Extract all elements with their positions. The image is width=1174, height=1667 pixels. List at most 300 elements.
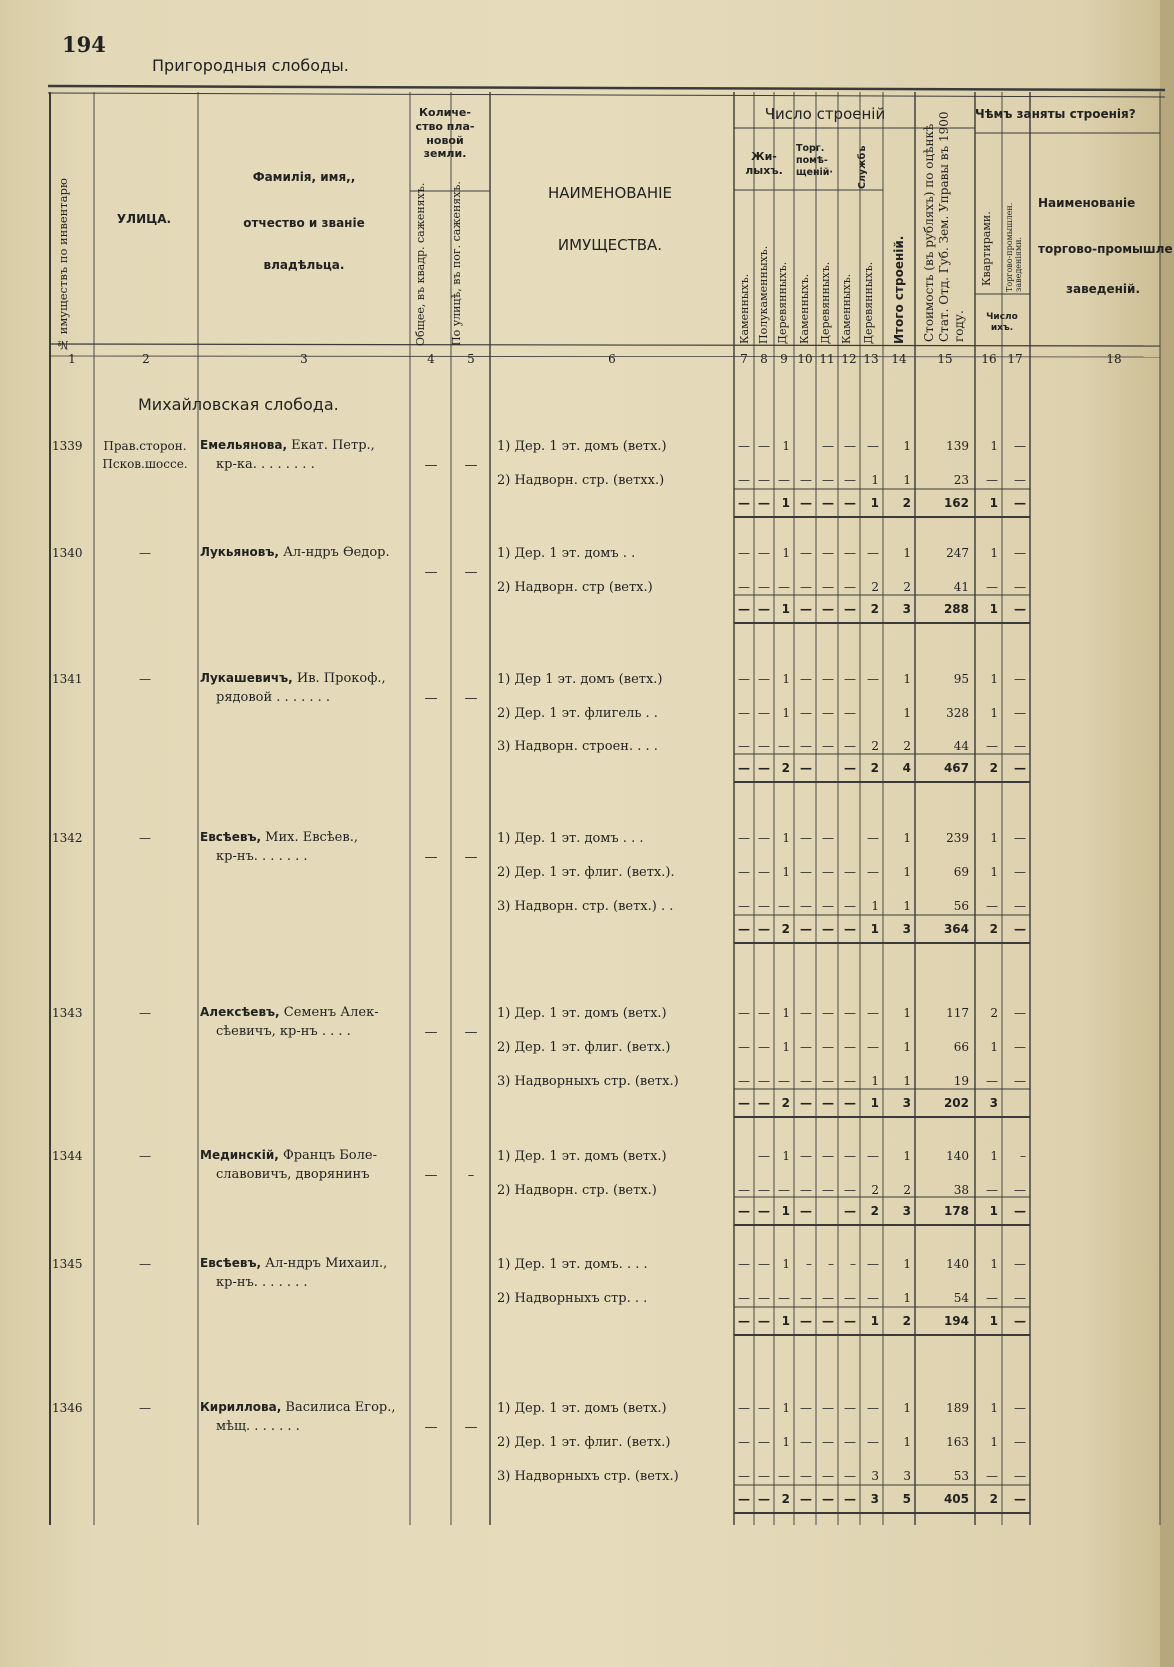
total-c15: 194 — [943, 1314, 969, 1328]
total-c14: 3 — [902, 602, 911, 616]
total-c16: 3 — [989, 1096, 998, 1110]
cell-c7: — — [738, 1435, 750, 1449]
cell-c12: — — [844, 899, 856, 913]
cell-c13: — — [867, 1040, 879, 1054]
cell-c13: — — [867, 672, 879, 686]
total-c11: — — [822, 602, 834, 616]
cell-c9: 1 — [782, 865, 790, 879]
cell-c16: 1 — [990, 546, 998, 560]
cell-c14: 1 — [903, 865, 911, 879]
owner-status: сѣевичъ, кр-нъ . . . . — [216, 1024, 351, 1039]
cell-c16: — — [986, 580, 998, 594]
street: — — [139, 1401, 151, 1415]
owner-given-name: Францъ Боле- — [278, 1148, 377, 1163]
cell-c16: 1 — [990, 1257, 998, 1271]
cell-c9: 1 — [782, 831, 790, 845]
cell-c13: — — [867, 1149, 879, 1163]
total-c7: — — [738, 1204, 750, 1218]
cell-c15: 95 — [953, 672, 969, 686]
total-c8: — — [758, 1492, 770, 1506]
header-col17: Торгово-промышлен. заведеніями. — [1005, 202, 1023, 292]
street: Псков.шоссе. — [102, 457, 188, 471]
cell-c10: — — [800, 546, 812, 560]
header-col18-line3: заведеній. — [1066, 282, 1141, 296]
header-col10: Каменныхъ. — [798, 273, 811, 344]
total-c13: 2 — [870, 761, 879, 775]
cell-c7: — — [738, 1401, 750, 1415]
cell-c17: — — [1014, 1469, 1026, 1483]
cell-c8: — — [758, 865, 770, 879]
total-c17: — — [1014, 1314, 1026, 1328]
total-c17: — — [1014, 761, 1026, 775]
owner-status: кр-нъ. . . . . . . — [216, 849, 308, 864]
owner-given-name: Семенъ Алек- — [279, 1005, 379, 1020]
land-total: — — [424, 458, 438, 473]
cell-c17: — — [1014, 899, 1026, 913]
inventory-number: 1341 — [52, 672, 83, 686]
total-c8: — — [758, 1096, 770, 1110]
total-c17: — — [1014, 602, 1026, 616]
total-c15: 364 — [943, 922, 969, 936]
total-c12: — — [844, 922, 856, 936]
col-number: 5 — [467, 352, 475, 366]
cell-c10: — — [800, 1006, 812, 1020]
total-c13: 2 — [870, 602, 879, 616]
cell-c8: — — [758, 1183, 770, 1197]
property-item: 2) Надворн. стр. (ветх.) — [497, 1183, 657, 1198]
cell-c10: — — [800, 1291, 812, 1305]
total-c7: — — [738, 922, 750, 936]
street: — — [139, 546, 151, 560]
street: — — [139, 831, 151, 845]
total-c11: — — [822, 1492, 834, 1506]
cell-c10: — — [800, 1435, 812, 1449]
cell-c15: 163 — [946, 1435, 969, 1449]
street: — — [139, 672, 151, 686]
cell-c11: — — [822, 580, 834, 594]
cell-c13: — — [867, 1291, 879, 1305]
total-c11: — — [822, 1314, 834, 1328]
cell-c15: 38 — [953, 1183, 969, 1197]
col-number: 15 — [937, 352, 953, 366]
cell-c9: — — [778, 899, 790, 913]
cell-c12: — — [844, 1183, 856, 1197]
header-col7: Каменныхъ. — [738, 273, 751, 344]
cell-c12: — — [844, 546, 856, 560]
inventory-number: 1345 — [52, 1257, 83, 1271]
cell-c9: 1 — [782, 546, 790, 560]
cell-c8: — — [758, 1149, 770, 1163]
total-c12: — — [844, 1204, 856, 1218]
total-c14: 3 — [902, 922, 911, 936]
property-item: 3) Надворныхъ стр. (ветх.) — [497, 1074, 679, 1089]
cell-c8: — — [758, 1469, 770, 1483]
total-c10: — — [800, 922, 812, 936]
cell-c10: — — [800, 706, 812, 720]
owner-name — [200, 1148, 408, 1163]
total-c17: — — [1014, 1204, 1026, 1218]
cell-c16: — — [986, 1469, 998, 1483]
land-total: — — [424, 565, 438, 580]
owner-surname: Кириллова, — [200, 1400, 282, 1414]
cell-c7: — — [738, 546, 750, 560]
cell-c7: — — [738, 739, 750, 753]
total-c8: — — [758, 922, 770, 936]
cell-c7: — — [738, 473, 750, 487]
header-service: Службъ — [857, 145, 868, 189]
total-c12: — — [844, 496, 856, 510]
cell-c17: — — [1014, 1006, 1026, 1020]
cell-c10: — — [800, 473, 812, 487]
property-item: 3) Надворн. строен. . . . — [497, 739, 658, 754]
cell-c15: 19 — [953, 1074, 969, 1088]
header-col12: Каменныхъ. — [840, 273, 853, 344]
cell-c8: — — [758, 1006, 770, 1020]
header-col9: Деревянныхъ. — [776, 261, 789, 344]
cell-c17: — — [1014, 1435, 1026, 1449]
col-number: 9 — [780, 352, 788, 366]
cell-c8: — — [758, 1401, 770, 1415]
property-item: 1) Дер. 1 эт. домъ. . . . — [497, 1257, 648, 1272]
col-number: 11 — [819, 352, 835, 366]
cell-c17: — — [1014, 672, 1026, 686]
cell-c11: — — [822, 1074, 834, 1088]
cell-c16: 1 — [990, 706, 998, 720]
cell-c14: 1 — [903, 1401, 911, 1415]
cell-c12: — — [844, 1149, 856, 1163]
street: — — [139, 1149, 151, 1163]
total-c13: 2 — [870, 1204, 879, 1218]
total-c8: — — [758, 602, 770, 616]
cell-c11: — — [822, 1401, 834, 1415]
owner-surname: Евсѣевъ, — [200, 1256, 262, 1270]
cell-c15: 140 — [946, 1257, 969, 1271]
header-property-line2: ИМУЩЕСТВА. — [557, 236, 663, 254]
property-item: 2) Надворныхъ стр. . . — [497, 1291, 648, 1306]
cell-c15: 328 — [946, 706, 969, 720]
cell-c10: — — [800, 1469, 812, 1483]
col-number: 16 — [981, 352, 997, 366]
cell-c14: 2 — [903, 739, 911, 753]
cell-c15: 247 — [946, 546, 969, 560]
cell-c7: — — [738, 1183, 750, 1197]
cell-c11: — — [822, 1149, 834, 1163]
header-owner-line1: Фамилія, имя,, — [252, 170, 356, 184]
street: — — [139, 1257, 151, 1271]
cell-c14: 1 — [903, 1006, 911, 1020]
col-number: 4 — [427, 352, 435, 366]
cell-c15: 66 — [953, 1040, 969, 1054]
cell-c17: — — [1014, 580, 1026, 594]
cell-c16: — — [986, 739, 998, 753]
total-c7: — — [738, 761, 750, 775]
property-item: 2) Надворн. стр. (ветхх.) — [497, 473, 665, 488]
cell-c9: — — [778, 1291, 790, 1305]
owner-name — [200, 545, 408, 560]
cell-c9: — — [778, 1183, 790, 1197]
header-trade: Торг. помѣ-щеній· — [796, 143, 834, 178]
cell-c14: 1 — [903, 1257, 911, 1271]
cell-c14: 3 — [903, 1469, 911, 1483]
cell-c8: — — [758, 1074, 770, 1088]
total-c9: 2 — [781, 922, 790, 936]
cell-c16: — — [986, 1291, 998, 1305]
cell-c9: 1 — [782, 672, 790, 686]
col-number: 7 — [740, 352, 748, 366]
header-col18-line1: Наименованіе — [1038, 196, 1136, 210]
cell-c16: — — [986, 473, 998, 487]
cell-c12: — — [844, 473, 856, 487]
cell-c13: — — [867, 1435, 879, 1449]
cell-c10: — — [800, 1040, 812, 1054]
cell-c9: — — [778, 1469, 790, 1483]
total-c7: — — [738, 1096, 750, 1110]
total-c8: — — [758, 496, 770, 510]
header-inventory-number: № имуществъ по инвентарю — [56, 178, 70, 352]
header-col15: Стоимость (въ рубляхъ) по оцѣнкѣ Стат. Отд. Губ. Зем. Управы въ 1900 году. — [922, 111, 966, 342]
cell-c16: 1 — [990, 1149, 998, 1163]
total-c12: — — [844, 761, 856, 775]
cell-c16: — — [986, 899, 998, 913]
cell-c12: — — [844, 865, 856, 879]
land-total: — — [424, 1025, 438, 1040]
cell-c16: 1 — [990, 672, 998, 686]
cell-c13: — — [867, 1257, 879, 1271]
cell-c16: 1 — [990, 1435, 998, 1449]
total-c16: 2 — [989, 922, 998, 936]
cell-c7: — — [738, 672, 750, 686]
col-number: 14 — [891, 352, 907, 366]
cell-c12: — — [844, 580, 856, 594]
land-total: — — [424, 850, 438, 865]
total-c10: — — [800, 1314, 812, 1328]
cell-c11: — — [822, 1291, 834, 1305]
header-col18-line2: торгово-промышле — [1038, 242, 1173, 256]
cell-c9: 1 — [782, 706, 790, 720]
total-c16: 1 — [989, 496, 998, 510]
cell-c7: — — [738, 580, 750, 594]
total-c12: — — [844, 1492, 856, 1506]
cell-c8: — — [758, 706, 770, 720]
cell-c7: — — [738, 865, 750, 879]
cell-c17: — — [1014, 546, 1026, 560]
cell-c7: — — [738, 439, 750, 453]
total-c8: — — [758, 761, 770, 775]
cell-c11: — — [822, 1469, 834, 1483]
total-c10: — — [800, 1492, 812, 1506]
cell-c10: — — [800, 1401, 812, 1415]
cell-c8: — — [758, 580, 770, 594]
cell-c10: — — [800, 580, 812, 594]
cell-c12: — — [844, 672, 856, 686]
cell-c11: – — [828, 1257, 834, 1271]
cell-c12: — — [844, 1401, 856, 1415]
property-item: 3) Надворныхъ стр. (ветх.) — [497, 1469, 679, 1484]
owner-given-name: Ал-ндръ Ѳедор. — [278, 545, 390, 560]
total-c9: 2 — [781, 1492, 790, 1506]
col-number: 8 — [760, 352, 768, 366]
total-c7: — — [738, 1492, 750, 1506]
cell-c16: 1 — [990, 865, 998, 879]
cell-c12: — — [844, 1074, 856, 1088]
cell-c7: — — [738, 706, 750, 720]
header-owner-line3: владѣльца. — [263, 258, 345, 272]
cell-c16: 1 — [990, 1040, 998, 1054]
total-c10: — — [800, 761, 812, 775]
cell-c17: — — [1014, 1401, 1026, 1415]
col-number: 13 — [863, 352, 879, 366]
total-c16: 1 — [989, 1204, 998, 1218]
property-item: 1) Дер 1 эт. домъ (ветх.) — [497, 672, 663, 687]
cell-c12: — — [844, 1006, 856, 1020]
total-c8: — — [758, 1314, 770, 1328]
cell-c10: — — [800, 899, 812, 913]
cell-c11: — — [822, 473, 834, 487]
owner-status: рядовой . . . . . . . — [216, 690, 331, 705]
cell-c14: 1 — [903, 1074, 911, 1088]
total-c9: 1 — [781, 1314, 790, 1328]
cell-c16: — — [986, 1074, 998, 1088]
total-c14: 2 — [902, 1314, 911, 1328]
total-c16: 2 — [989, 1492, 998, 1506]
col-number: 1 — [68, 352, 76, 366]
total-c10: — — [800, 496, 812, 510]
cell-c17: — — [1014, 706, 1026, 720]
cell-c14: 1 — [903, 439, 911, 453]
cell-c11: — — [822, 739, 834, 753]
total-c9: 1 — [781, 602, 790, 616]
total-c10: — — [800, 602, 812, 616]
cell-c10: — — [800, 1074, 812, 1088]
property-item: 2) Надворн. стр (ветх.) — [497, 580, 653, 595]
cell-c13: 1 — [871, 1074, 879, 1088]
total-c11: — — [822, 496, 834, 510]
total-c15: 405 — [943, 1492, 969, 1506]
section-title: Михайловская слобода. — [138, 395, 339, 414]
cell-c11: — — [822, 439, 834, 453]
total-c13: 1 — [870, 1314, 879, 1328]
total-c17: — — [1014, 1492, 1026, 1506]
cell-c16: — — [986, 1183, 998, 1197]
cell-c15: 44 — [953, 739, 969, 753]
cell-c17: — — [1014, 1291, 1026, 1305]
cell-c8: — — [758, 546, 770, 560]
owner-given-name: Мих. Евсѣев., — [261, 830, 358, 845]
cell-c14: 1 — [903, 1149, 911, 1163]
total-c8: — — [758, 1204, 770, 1218]
page-number: 194 — [62, 32, 106, 57]
total-c13: 3 — [870, 1492, 879, 1506]
cell-c11: — — [822, 546, 834, 560]
cell-c13: — — [867, 439, 879, 453]
cell-c13: — — [867, 865, 879, 879]
cell-c14: 1 — [903, 672, 911, 686]
total-c9: 1 — [781, 496, 790, 510]
cell-c9: 1 — [782, 1257, 790, 1271]
land-street: – — [467, 1168, 475, 1183]
owner-surname: Алексѣевъ, — [200, 1005, 280, 1019]
land-street: — — [464, 1025, 478, 1040]
cell-c10: — — [800, 1183, 812, 1197]
col-number: 6 — [608, 352, 616, 366]
total-c7: — — [738, 496, 750, 510]
cell-c14: 1 — [903, 546, 911, 560]
total-c15: 178 — [943, 1204, 969, 1218]
total-c13: 1 — [870, 922, 879, 936]
inventory-number: 1342 — [52, 831, 83, 845]
land-street: — — [464, 691, 478, 706]
inventory-number: 1346 — [52, 1401, 83, 1415]
property-item: 2) Дер. 1 эт. флиг. (ветх.) — [497, 1040, 671, 1055]
header-buildings-group: Число строеній — [764, 105, 886, 123]
cell-c17: — — [1014, 439, 1026, 453]
cell-c10: — — [800, 865, 812, 879]
total-c15: 162 — [943, 496, 969, 510]
total-c15: 288 — [943, 602, 969, 616]
cell-c15: 117 — [946, 1006, 969, 1020]
cell-c12: — — [844, 1040, 856, 1054]
col-number: 2 — [142, 352, 150, 366]
cell-c17: — — [1014, 739, 1026, 753]
cell-c13: 2 — [871, 739, 879, 753]
cell-c15: 54 — [953, 1291, 969, 1305]
cell-c13: — — [867, 546, 879, 560]
cell-c7: — — [738, 899, 750, 913]
land-street: — — [464, 565, 478, 580]
land-total: — — [424, 1168, 438, 1183]
owner-status: мѣщ. . . . . . . — [216, 1419, 300, 1434]
total-c16: 1 — [989, 602, 998, 616]
cell-c7: — — [738, 1291, 750, 1305]
cell-c14: 1 — [903, 1435, 911, 1449]
cell-c10: — — [800, 1149, 812, 1163]
cell-c11: — — [822, 831, 834, 845]
cell-c8: — — [758, 473, 770, 487]
owner-given-name: Екат. Петр., — [287, 438, 375, 453]
cell-c12: — — [844, 706, 856, 720]
property-item: 1) Дер. 1 эт. домъ (ветх.) — [497, 1149, 667, 1164]
cell-c11: — — [822, 1435, 834, 1449]
cell-c9: — — [778, 580, 790, 594]
header-col8: Полукаменныхъ. — [757, 245, 770, 344]
cell-c14: 2 — [903, 580, 911, 594]
inventory-number: 1343 — [52, 1006, 83, 1020]
cell-c12: — — [844, 739, 856, 753]
cell-c10: – — [806, 1257, 812, 1271]
owner-name — [200, 1256, 408, 1271]
total-c9: 2 — [781, 1096, 790, 1110]
total-c10: — — [800, 1204, 812, 1218]
cell-c8: — — [758, 1257, 770, 1271]
street: Прав.сторон. — [103, 439, 187, 453]
property-item: 1) Дер. 1 эт. домъ (ветх.) — [497, 1006, 667, 1021]
cell-c15: 139 — [946, 439, 969, 453]
cell-c15: 239 — [946, 831, 969, 845]
cell-c11: — — [822, 899, 834, 913]
land-street: — — [464, 850, 478, 865]
property-item: 1) Дер. 1 эт. домъ . . — [497, 546, 636, 561]
col-number: 18 — [1106, 352, 1122, 366]
owner-given-name: Ив. Прокоф., — [292, 671, 386, 686]
total-c7: — — [738, 602, 750, 616]
cell-c9: 1 — [782, 1040, 790, 1054]
cell-c13: 2 — [871, 580, 879, 594]
header-land-total: Общее, въ квадр. саженяхъ. — [414, 182, 427, 346]
cell-c9: 1 — [782, 1435, 790, 1449]
owner-given-name: Ал-ндръ Михаил., — [261, 1256, 388, 1271]
header-col16: Квартирами. — [980, 211, 993, 286]
owner-surname: Лукьяновъ, — [200, 545, 279, 559]
